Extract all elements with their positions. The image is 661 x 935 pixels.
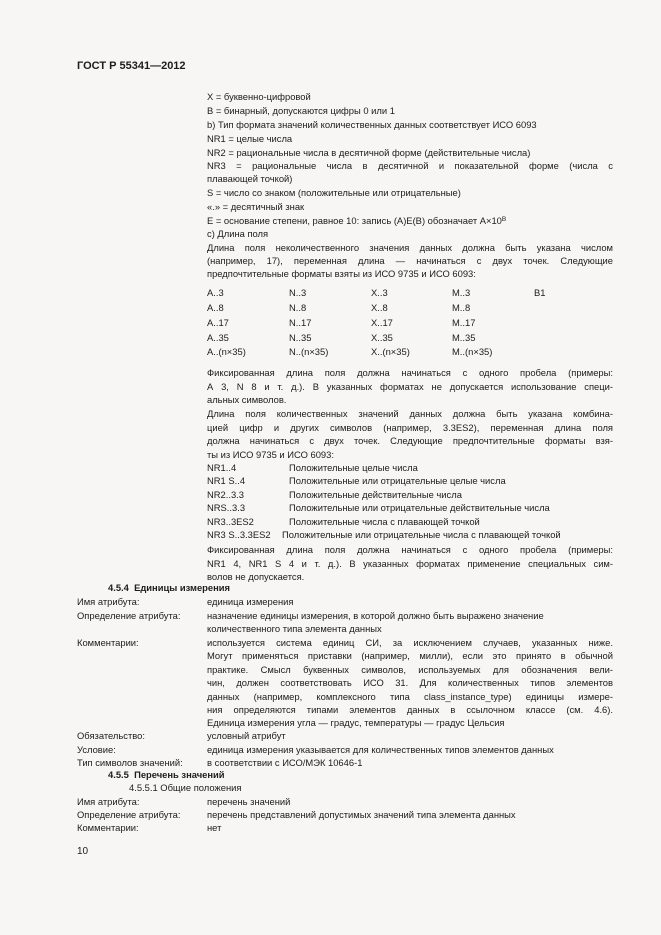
def-line: NR3 = рациональные числа в десятичной и показательной форме (числа с <box>207 160 613 171</box>
exponent-def-text: Е = основание степени, равное 10: запись (А)Е(В) обозначает А×10 <box>207 215 502 226</box>
format-code: NR3 S..3.3ES2 <box>207 529 271 540</box>
grid-cell: M..17 <box>452 317 476 328</box>
attr-value: Могут применяться приставки (например, милли), если это принято в обычной <box>207 650 613 661</box>
attr-value: в соответствии с ИСО/МЭК 10646-1 <box>207 757 363 768</box>
paragraph-line: цией цифр и других символов (например, 3.3ES2), переменная длина поля <box>207 422 613 433</box>
attr-label: Определение атрибута: <box>77 610 181 621</box>
subsection-heading: 4.5.5.1 Общие положения <box>129 782 242 793</box>
document-header: ГОСТ Р 55341—2012 <box>77 60 186 72</box>
exponent-def <box>207 213 506 227</box>
attr-label: Обязательство: <box>77 730 145 741</box>
def-line: плавающей точкой) <box>207 173 293 184</box>
attr-value: назначение единицы измерения, в которой должно быть выражено значение <box>207 610 544 621</box>
paragraph-line: волов не допускается. <box>207 571 305 582</box>
format-desc: Положительные числа с плавающей точкой <box>289 516 480 527</box>
attr-value: нет <box>207 822 222 833</box>
def-line: NR2 = рациональные числа в десятичной форме (действительные числа) <box>207 147 531 158</box>
paragraph-line: должна начинаться с двух точек. Следующие предпочтительные форматы взя- <box>207 435 613 446</box>
grid-cell: N..35 <box>289 332 312 343</box>
format-desc: Положительные целые числа <box>289 462 418 473</box>
attr-label: Условие: <box>77 744 116 755</box>
section-heading-4-5-5 <box>108 769 225 780</box>
format-desc: Положительные или отрицательные числа с плавающей точкой <box>282 529 561 540</box>
format-desc: Положительные действительные числа <box>289 489 462 500</box>
def-line: Длина поля неколичественного значения данных должна быть указана числом <box>207 242 613 253</box>
format-code: NR1 S..4 <box>207 475 246 486</box>
def-line: S = число со знаком (положительные или отрицательные) <box>207 187 461 198</box>
def-line: NR1 = целые числа <box>207 133 293 144</box>
def-line: b) Тип формата значений количественных данных соответствует ИСО 6093 <box>207 119 537 130</box>
attr-value: перечень значений <box>207 796 291 807</box>
attr-value: Единица измерения угла — градус, температуры — градус Цельсия <box>207 717 505 728</box>
grid-cell: X..3 <box>371 287 388 298</box>
grid-cell: A..35 <box>207 332 229 343</box>
attr-value: используется система единиц СИ, за исключением случаев, указанных ниже. <box>207 637 613 648</box>
attr-label: Имя атрибута: <box>77 796 140 807</box>
section-title: Единицы измерения <box>134 582 231 593</box>
format-code: NR3..3ES2 <box>207 516 254 527</box>
grid-cell: X..(n×35) <box>371 346 410 357</box>
grid-cell: M..(n×35) <box>452 346 493 357</box>
attr-label: Комментарии: <box>77 822 139 833</box>
format-desc: Положительные или отрицательные целые числа <box>289 475 506 486</box>
def-line: предпочтительные форматы взяты из ИСО 9735 и ИСО 6093: <box>207 268 476 279</box>
attr-value: ния определяются типами элементов данных в ссылочном классе (см. 4.6). <box>207 704 613 715</box>
grid-cell: B1 <box>534 287 546 298</box>
attr-value: условный атрибут <box>207 730 286 741</box>
paragraph-line: альных символов. <box>207 394 287 405</box>
grid-cell: N..8 <box>289 302 307 313</box>
paragraph-line: А 3, N 8 и т. д.). В указанных форматах не допускается использование специ- <box>207 381 613 392</box>
paragraph-line: Длина поля количественных значений данных должна быть указана комбина- <box>207 408 613 419</box>
def-line: (например, 17), переменная длина — начинаться с двух точек. Следующие <box>207 255 613 266</box>
grid-cell: N..3 <box>289 287 307 298</box>
attr-value: практике. Смысл буквенных символов, используемых для обозначения вели- <box>207 664 613 675</box>
def-line: В = бинарный, допускаются цифры 0 или 1 <box>207 105 395 116</box>
grid-cell: A..(n×35) <box>207 346 246 357</box>
attr-value: единица измерения <box>207 596 294 607</box>
paragraph-line: ты из ИСО 9735 и ИСО 6093: <box>207 449 334 460</box>
format-code: NR2..3.3 <box>207 489 244 500</box>
grid-cell: N..(n×35) <box>289 346 329 357</box>
format-code: NRS..3.3 <box>207 502 246 513</box>
grid-cell: X..35 <box>371 332 393 343</box>
format-desc: Положительные или отрицательные действительные числа <box>289 502 550 513</box>
grid-cell: A..17 <box>207 317 229 328</box>
grid-cell: A..8 <box>207 302 224 313</box>
attr-value: перечень представлений допустимых значений типа элемента данных <box>207 809 516 820</box>
attr-value: количественного типа элемента данных <box>207 623 382 634</box>
section-title: Перечень значений <box>134 769 225 780</box>
grid-cell: M..3 <box>452 287 471 298</box>
attr-value: данных (например, комплексного типа class_instance_type) единицы измере- <box>207 691 613 702</box>
attr-value: чин, должен соответствовать ИСО 31. Для количественных типов элементов <box>207 677 613 688</box>
grid-cell: N..17 <box>289 317 312 328</box>
def-line: c) Длина поля <box>207 228 269 239</box>
paragraph-line: Фиксированная длина поля должна начинаться с одного пробела (примеры: <box>207 367 613 378</box>
attr-value: единица измерения указывается для количественных типов элементов данных <box>207 744 554 755</box>
section-heading-4-5-4 <box>108 582 230 593</box>
attr-label: Имя атрибута: <box>77 596 140 607</box>
section-number: 4.5.4 <box>108 582 129 593</box>
grid-cell: M..8 <box>452 302 471 313</box>
attr-label: Комментарии: <box>77 637 139 648</box>
grid-cell: M..35 <box>452 332 476 343</box>
exponent-superscript: B <box>501 216 507 223</box>
def-line: «.» = десятичный знак <box>207 201 305 212</box>
paragraph-line: NR1 4, NR1 S 4 и т. д.). В указанных форматах применение специальных сим- <box>207 558 613 569</box>
page-number: 10 <box>77 846 89 857</box>
grid-cell: X..17 <box>371 317 393 328</box>
section-number: 4.5.5 <box>108 769 129 780</box>
paragraph-line: Фиксированная длина поля должна начинаться с одного пробела (примеры: <box>207 544 613 555</box>
attr-label: Тип символов значений: <box>77 757 183 768</box>
attr-label: Определение атрибута: <box>77 809 181 820</box>
format-code: NR1..4 <box>207 462 237 473</box>
grid-cell: A..3 <box>207 287 224 298</box>
def-line: X = буквенно-цифровой <box>207 91 311 102</box>
grid-cell: X..8 <box>371 302 388 313</box>
